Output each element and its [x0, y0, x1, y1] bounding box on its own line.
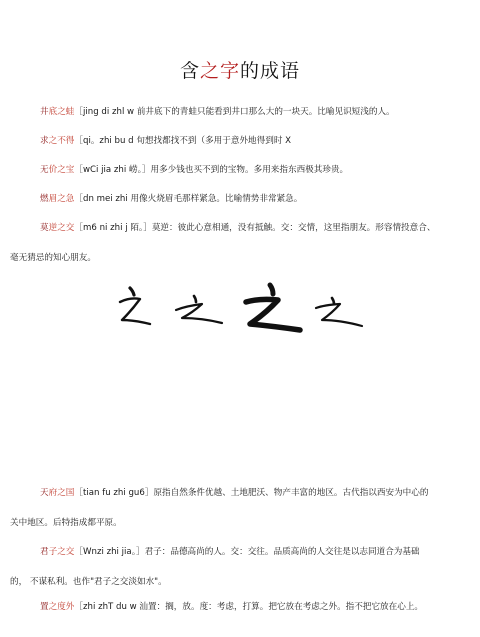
idiom-entry [10, 592, 472, 622]
idiom-entry [10, 478, 472, 538]
idiom-phrase: 天府之国 [40, 488, 75, 498]
title-part-1: 含 [179, 60, 200, 82]
idiom-definition-continued: 关中地区。后特指成都平原。 [10, 518, 122, 528]
title-part-2: 之字 [199, 60, 240, 82]
idiom-definition: ［wCi jia zhi 崂。］用多少钱也买不到的宝物。多用来指东西极其珍贵。 [74, 165, 349, 175]
idiom-entry [10, 155, 472, 185]
calligraphy-zhi-illustration [110, 280, 370, 340]
idiom-phrase: 求之不得 [40, 136, 75, 146]
page-title [0, 56, 480, 83]
calligraphy-icon [110, 280, 370, 340]
idiom-phrase: 井底之蛙 [40, 107, 75, 117]
idiom-entry [10, 97, 472, 127]
idiom-definition: ［tian fu zhi gu6］原指自然条件优越、土地肥沃、物产丰富的地区。古代指以西安为中心的 [74, 488, 429, 498]
idiom-phrase: 燃眉之急 [40, 194, 75, 204]
idiom-definition: ［qi。zhi bu d 旬想找都找不到（多用于意外地得到时 X [74, 136, 292, 146]
idiom-definition: ［Wnzi zhi jia。］君子：品德高尚的人。交：交往。品质高尚的人交往是以志同道合为基础 [74, 547, 420, 557]
idiom-phrase: 无价之宝 [40, 165, 75, 175]
idiom-entry [10, 184, 472, 214]
idiom-entry [10, 213, 472, 273]
title-part-3: 的成语 [240, 60, 301, 82]
idiom-definition: ［m6 ni zhi j 陌。］莫逆：彼此心意相通，没有抵触。交：交情，这里指朋友。形容情投意合、 [74, 223, 436, 233]
idiom-definition: ［dn mei zhi 用像火烧眉毛那样紧急。比喻情势非常紧急。 [74, 194, 303, 204]
idiom-phrase: 置之度外 [40, 602, 75, 612]
idiom-definition-continued: 毫无猜忌的知心朋友。 [10, 253, 96, 263]
idiom-phrase: 莫逆之交 [40, 223, 75, 233]
idiom-definition: ［zhi zhT du w 汕置：搁，放。度：考虑，打算。把它放在考虑之外。指不把它放在心上。 [74, 602, 424, 612]
idiom-definition-continued: 的， 不谋私利。也作"君子之交淡如水"。 [10, 577, 167, 587]
idiom-entry [10, 126, 472, 156]
idiom-entry [10, 537, 472, 597]
idiom-phrase: 君子之交 [40, 547, 75, 557]
idiom-definition: ［jing di zhl w 前井底下的青蛙只能看到井口那么大的一块天。比喻见识短浅的人。 [74, 107, 395, 117]
